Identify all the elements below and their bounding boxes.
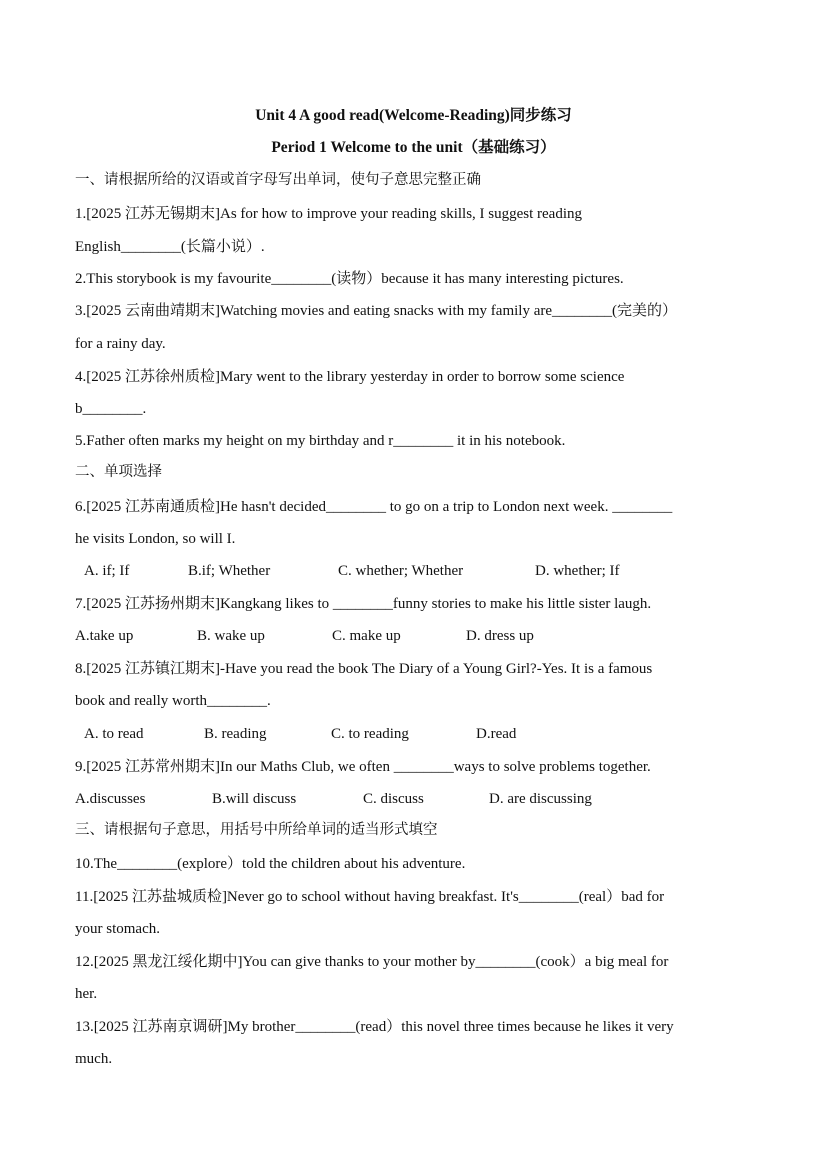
question-6-option-d: D. whether; If <box>535 563 620 579</box>
question-1-line-1: 1.[2025 江苏无锡期末]As for how to improve your reading skills, I suggest reading <box>75 206 583 222</box>
question-13-line-2: much. <box>75 1051 113 1067</box>
question-8-option-d: D.read <box>476 726 517 742</box>
question-7-option-b: B. wake up <box>197 628 265 644</box>
question-3-line-1: 3.[2025 云南曲靖期末]Watching movies and eating snacks with my family are________(完美的） <box>75 303 678 319</box>
question-8-line-2: book and really worth________. <box>75 693 271 709</box>
question-13-line-1: 13.[2025 江苏南京调研]My brother________(read）this novel three times because he likes it very <box>75 1019 674 1035</box>
section-2-heading: 二、单项选择 <box>75 464 162 480</box>
question-9-option-c: C. discuss <box>363 791 424 807</box>
question-9-option-d: D. are discussing <box>489 791 592 807</box>
worksheet-subtitle: Period 1 Welcome to the unit（基础练习） <box>271 139 556 156</box>
question-2: 2.This storybook is my favourite________(读物）because it has many interesting pictures. <box>75 271 624 287</box>
question-9-option-a: A.discusses <box>75 791 146 807</box>
question-8-line-1: 8.[2025 江苏镇江期末]-Have you read the book The Diary of a Young Girl?-Yes. It is a famous <box>75 661 653 677</box>
question-6-line-1: 6.[2025 江苏南通质检]He hasn't decided________ to go on a trip to London next week. ________ <box>75 499 673 515</box>
question-10: 10.The________(explore）told the children about his adventure. <box>75 856 466 872</box>
question-6-line-2: he visits London, so will I. <box>75 531 236 547</box>
question-8-option-b: B. reading <box>204 726 267 742</box>
question-6-option-a: A. if; If <box>84 563 130 579</box>
question-7-line-1: 7.[2025 江苏扬州期末]Kangkang likes to ________funny stories to make his little sister laugh. <box>75 596 652 612</box>
question-8-option-c: C. to reading <box>331 726 409 742</box>
question-7-option-a: A.take up <box>75 628 134 644</box>
question-12-line-2: her. <box>75 986 98 1002</box>
question-6-option-c: C. whether; Whether <box>338 563 464 579</box>
question-4-line-2: b________. <box>75 401 147 417</box>
question-8-option-a: A. to read <box>84 726 144 742</box>
question-9-line-1: 9.[2025 江苏常州期末]In our Maths Club, we often ________ways to solve problems together. <box>75 759 651 775</box>
question-5: 5.Father often marks my height on my birthday and r________ it in his notebook. <box>75 433 566 449</box>
question-3-line-2: for a rainy day. <box>75 336 166 352</box>
question-7-option-c: C. make up <box>332 628 401 644</box>
section-1-heading: 一、请根据所给的汉语或首字母写出单词，使句子意思完整正确 <box>75 172 481 188</box>
question-11-line-2: your stomach. <box>75 921 160 937</box>
section-3-heading: 三、请根据句子意思，用括号中所给单词的适当形式填空 <box>75 822 438 838</box>
question-12-line-1: 12.[2025 黑龙江绥化期中]You can give thanks to your mother by________(cook）a big meal for <box>75 954 669 970</box>
question-7-option-d: D. dress up <box>466 628 534 644</box>
question-11-line-1: 11.[2025 江苏盐城质检]Never go to school without having breakfast. It's________(real）bad for <box>75 889 665 905</box>
question-1-line-2: English________(长篇小说）. <box>75 239 265 255</box>
question-4-line-1: 4.[2025 江苏徐州质检]Mary went to the library yesterday in order to borrow some science <box>75 369 625 385</box>
worksheet-title: Unit 4 A good read(Welcome-Reading)同步练习 <box>255 107 572 124</box>
question-6-option-b: B.if; Whether <box>188 563 271 579</box>
question-9-option-b: B.will discuss <box>212 791 297 807</box>
